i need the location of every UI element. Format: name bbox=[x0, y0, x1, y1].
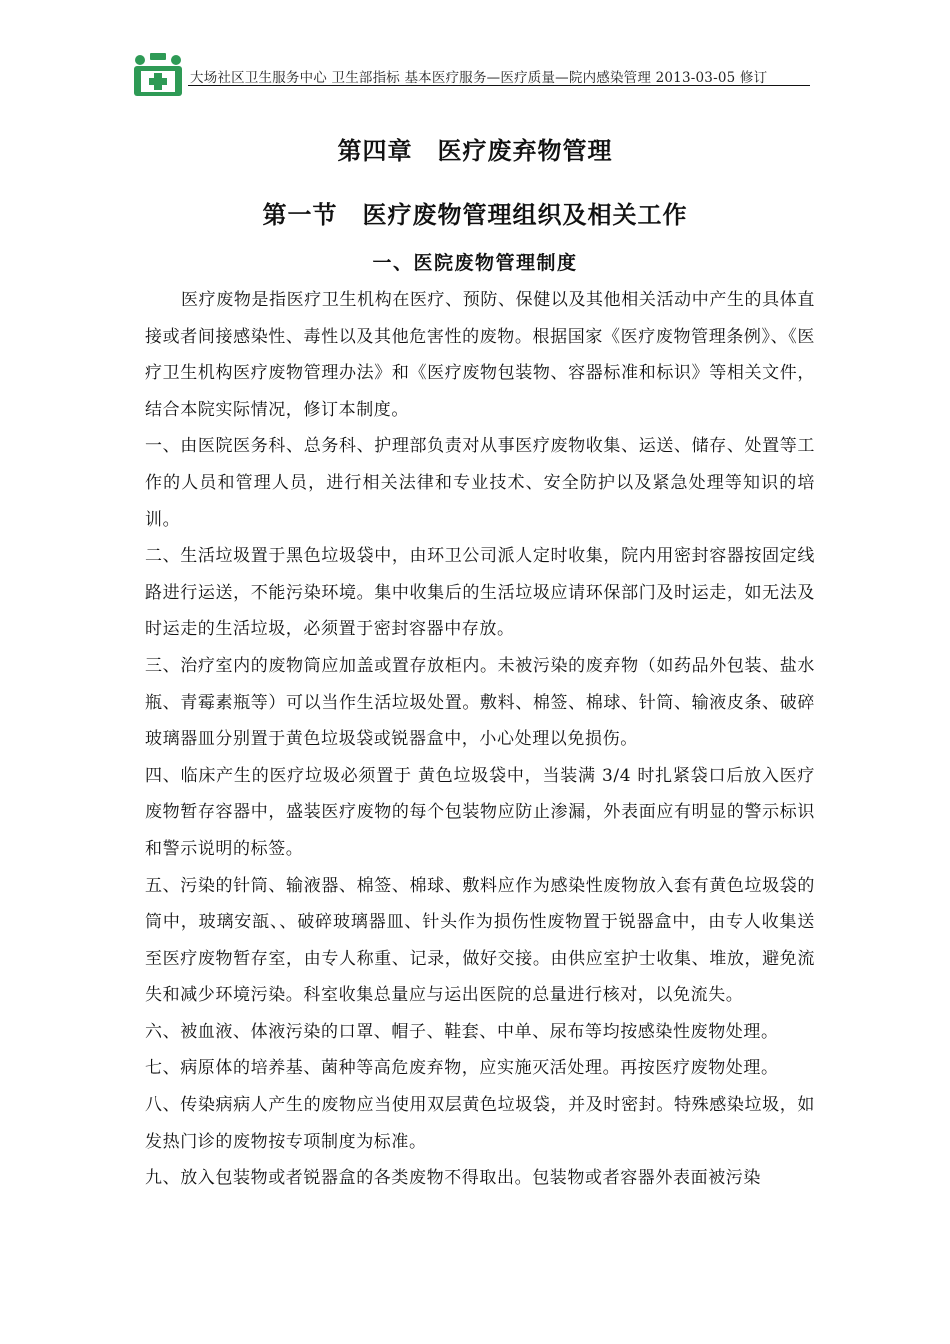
section-title: 第一节 医疗废物管理组织及相关工作 bbox=[262, 201, 688, 229]
intro-paragraph: 医疗废物是指医疗卫生机构在医疗、预防、保健以及其他相关活动中产生的具体直接或者间接感染性、毒性以及其他危害性的废物。根据国家《医疗废物管理条例》、《医疗卫生机构医疗废物管理办法》和《医疗废物包装物、容器标准和标识》等相关文件，结合本院实际情况，修订本制度。 bbox=[145, 290, 815, 420]
page-header bbox=[132, 52, 810, 98]
rule-item-2: 二、生活垃圾置于黑色垃圾袋中，由环卫公司派人定时收集，院内用密封容器按固定线路进行运送，不能污染环境。集中收集后的生活垃圾应请环保部门及时运走，如无法及时运走的生活垃圾，必须置于密封容器中存放。 bbox=[145, 546, 815, 640]
rule-item-7: 七、病原体的培养基、菌种等高危废弃物，应实施灭活处理。再按医疗废物处理。 bbox=[145, 1058, 779, 1079]
rule-item-9: 九、放入包装物或者锐器盒的各类废物不得取出。包装物或者容器外表面被污染 bbox=[145, 1168, 761, 1189]
subsection-title: 一、医院废物管理制度 bbox=[372, 252, 578, 274]
rule-item-8: 八、传染病病人产生的废物应当使用双层黄色垃圾袋，并及时密封。特殊感染垃圾，如发热门诊的废物按专项制度为标准。 bbox=[145, 1095, 815, 1152]
chapter-title: 第四章 医疗废弃物管理 bbox=[337, 137, 613, 165]
logo-icon bbox=[132, 52, 184, 98]
rule-item-4: 四、临床产生的医疗垃圾必须置于 黄色垃圾袋中，当装满 3/4 时扎紧袋口后放入医疗废物暂存容器中，盛装医疗废物的每个包装物应防止渗漏，外表面应有明显的警示标识和警示说明的标签。 bbox=[145, 765, 815, 859]
rule-item-5: 五、污染的针筒、输液器、棉签、棉球、敷料应作为感染性废物放入套有黄色垃圾袋的筒中，玻璃安瓿、、破碎玻璃器皿、针头作为损伤性废物置于锐器盒中，由专人收集送至医疗废物暂存室，由专人称重、记录，做好交接。由供应室护士收集、堆放，避免流失和减少环境污染。科室收集总量应与运出医院的总量进行核对，以免流失。 bbox=[145, 875, 815, 1006]
rule-item-1: 一、由医院医务科、总务科、护理部负责对从事医疗废物收集、运送、储存、处置等工作的人员和管理人员，进行相关法律和专业技术、安全防护以及紧急处理等知识的培训。 bbox=[145, 436, 815, 530]
document-body bbox=[145, 282, 815, 1197]
rule-item-3: 三、治疗室内的废物筒应加盖或置存放柜内。未被污染的废弃物（如药品外包装、盐水瓶、青霉素瓶等）可以当作生活垃圾处置。敷料、棉签、棉球、针筒、输液皮条、破碎玻璃器皿分别置于黄色垃圾袋或锐器盒中，小心处理以免损伤。 bbox=[145, 655, 815, 750]
header-text: 大场社区卫生服务中心 卫生部指标 基本医疗服务—医疗质量—院内感染管理 2013-03-05 修订 bbox=[190, 70, 768, 86]
header-rule bbox=[188, 85, 810, 86]
rule-item-6: 六、被血液、体液污染的口罩、帽子、鞋套、中单、尿布等均按感染性废物处理。 bbox=[145, 1021, 779, 1042]
